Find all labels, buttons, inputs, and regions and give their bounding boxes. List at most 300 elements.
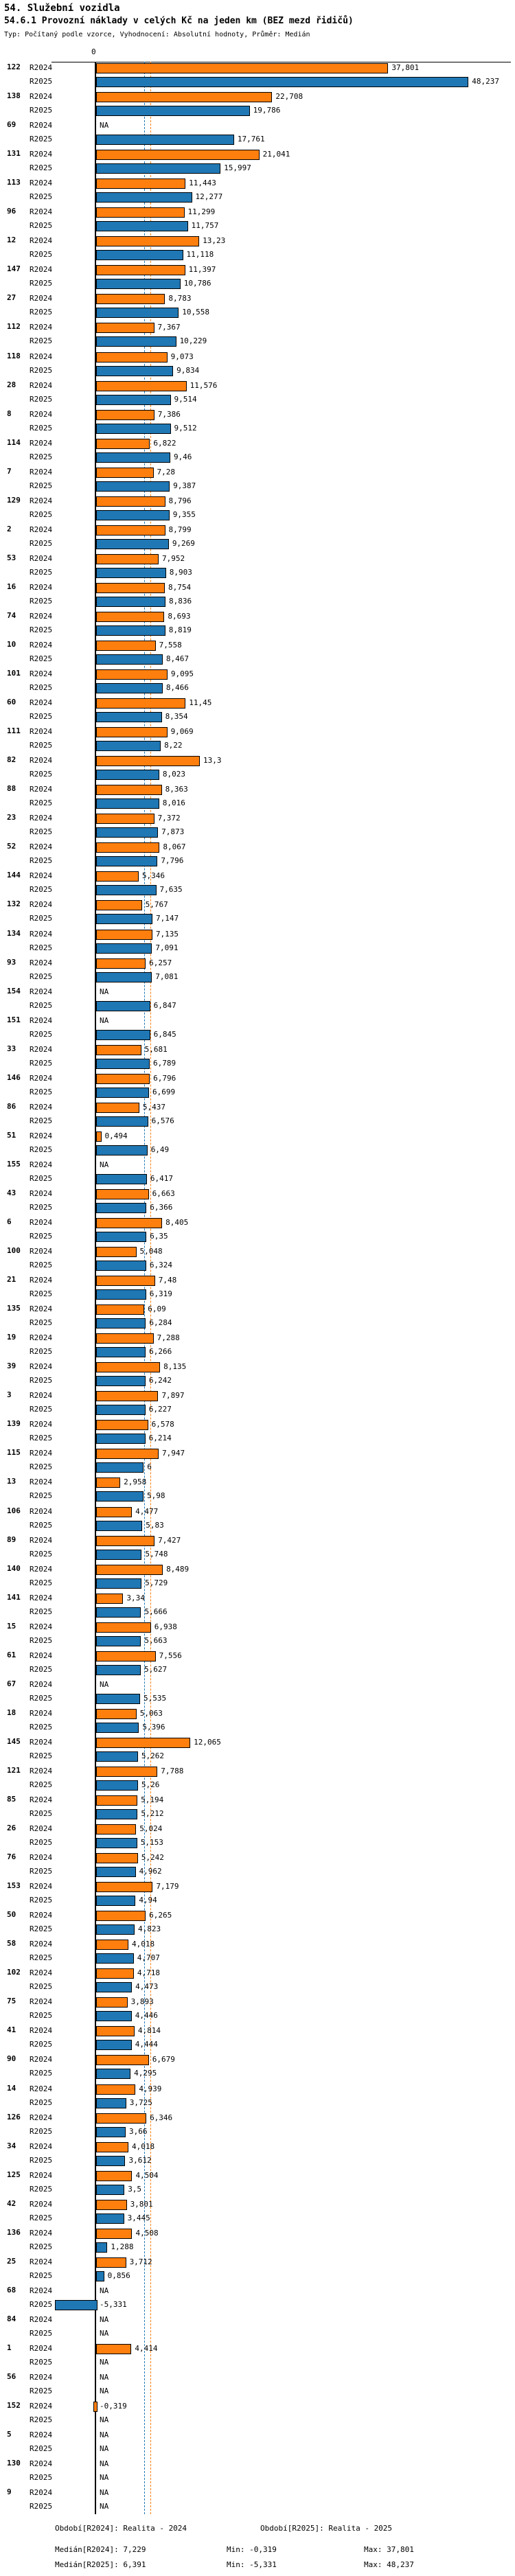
bar-r2025: [96, 1578, 141, 1589]
series-label-r2025: R2025: [30, 654, 53, 663]
value-label-r2025: 7,635: [159, 885, 183, 895]
value-label-r2024: 8,799: [168, 525, 192, 534]
bar-group-34: [0, 2141, 515, 2170]
bar-r2025: [96, 424, 171, 434]
group-id-label: 100: [7, 1246, 21, 1256]
series-label-r2024: R2024: [30, 2286, 53, 2295]
bar-r2024: [96, 1391, 158, 1401]
series-label-r2025: R2025: [30, 1376, 53, 1385]
bar-r2024: [96, 1276, 155, 1286]
bar-r2025: [96, 77, 468, 87]
value-label-r2025: 4,444: [135, 2040, 158, 2049]
series-label-r2025: R2025: [30, 971, 53, 981]
value-label-r2025: 10,558: [182, 308, 209, 317]
series-label-r2024: R2024: [30, 2170, 53, 2180]
series-label-r2025: R2025: [30, 2097, 53, 2107]
series-label-r2024: R2024: [30, 2402, 53, 2411]
value-label-r2025: 48,237: [472, 77, 499, 86]
bar-r2024: [96, 381, 187, 391]
bar-group-6: [0, 1217, 515, 1245]
series-label-r2025: R2025: [30, 2242, 53, 2251]
group-id-label: 23: [7, 813, 16, 823]
series-label-r2024: R2024: [30, 294, 53, 303]
value-label-r2025: 8,354: [165, 712, 188, 722]
series-label-r2025: R2025: [30, 1693, 53, 1703]
value-label-r2024: 8,489: [166, 1564, 190, 1574]
value-label-r2024: 6,578: [151, 1420, 174, 1429]
bar-group-41: [0, 2025, 515, 2054]
bar-r2025: [96, 597, 165, 607]
value-label-r2025: 9,387: [173, 481, 196, 490]
series-label-r2025: R2025: [30, 856, 53, 866]
series-label-r2024: R2024: [30, 814, 53, 823]
bar-r2025: [96, 452, 170, 463]
group-id-label: 151: [7, 1015, 21, 1024]
value-label-r2025: 8,836: [168, 596, 192, 606]
series-label-r2024: R2024: [30, 1737, 53, 1747]
value-label-r2025: 11,118: [186, 250, 214, 260]
bar-r2024: [96, 756, 200, 766]
value-label-r2024: 11,299: [187, 207, 216, 217]
series-label-r2024: R2024: [30, 1015, 53, 1025]
bar-r2025: [96, 885, 157, 895]
value-label-r2024: 2,958: [124, 1477, 147, 1487]
value-label-r2024: 6,663: [152, 1188, 175, 1198]
series-label-r2024: R2024: [30, 2084, 53, 2093]
group-id-label: 126: [7, 2112, 21, 2121]
value-label-r2025: 6,576: [151, 1116, 174, 1125]
bar-r2024: [96, 63, 388, 73]
legend-period-r2024: Období[R2024]: Realita - 2024: [55, 2524, 187, 2533]
series-label-r2024: R2024: [30, 669, 53, 679]
value-label-r2024: 6,679: [152, 2055, 175, 2065]
value-label-r2024: 6,346: [150, 2113, 173, 2122]
series-label-r2025: R2025: [30, 1982, 53, 1992]
group-id-label: 75: [7, 1997, 16, 2006]
bar-r2025: [96, 308, 179, 318]
bar-r2025: [96, 106, 250, 116]
bar-r2024: [96, 1045, 141, 1055]
value-label-r2025: 5,535: [143, 1693, 167, 1703]
group-id-label: 52: [7, 842, 16, 851]
value-label-r2025: 6,845: [153, 1029, 176, 1039]
value-label-r2024: 3,712: [129, 2257, 152, 2266]
bar-r2025: [96, 1867, 136, 1877]
series-label-r2024: R2024: [30, 2488, 53, 2498]
bar-group-146: [0, 1072, 515, 1101]
bar-r2024: [96, 323, 154, 333]
group-id-label: 102: [7, 1968, 21, 1977]
bar-r2025: [96, 712, 162, 722]
series-label-r2025: R2025: [30, 1838, 53, 1848]
value-label-r2025: 6,789: [153, 1058, 176, 1068]
group-id-label: 147: [7, 264, 21, 274]
bar-r2025: [96, 2098, 126, 2108]
series-label-r2025: R2025: [30, 509, 53, 519]
bar-group-42: [0, 2198, 515, 2227]
group-id-label: 2: [7, 524, 12, 533]
bar-group-61: [0, 1650, 515, 1679]
series-label-r2024: R2024: [30, 1420, 53, 1429]
bar-r2025: [96, 1203, 146, 1213]
group-id-label: 61: [7, 1650, 16, 1659]
bar-group-18: [0, 1707, 515, 1736]
group-id-label: 5: [7, 2430, 12, 2439]
bar-group-28: [0, 380, 515, 409]
group-id-label: 34: [7, 2141, 16, 2150]
series-label-r2024: R2024: [30, 1391, 53, 1401]
bar-r2024: [96, 2200, 127, 2210]
bar-group-50: [0, 1909, 515, 1938]
bar-r2025: [96, 625, 165, 636]
value-label-r2024: 8,796: [168, 496, 192, 505]
bar-group-155: [0, 1159, 515, 1188]
value-label-r2024: 6,257: [149, 958, 172, 967]
series-label-r2024: R2024: [30, 1997, 53, 2007]
bar-r2025: [96, 1924, 135, 1935]
group-id-label: 58: [7, 1939, 16, 1948]
series-label-r2025: R2025: [30, 2069, 53, 2078]
value-label-r2025: 11,757: [191, 221, 219, 231]
series-label-r2025: R2025: [30, 1491, 53, 1501]
series-label-r2024: R2024: [30, 438, 53, 448]
series-label-r2024: R2024: [30, 1506, 53, 1516]
bar-group-67: [0, 1679, 515, 1707]
value-label-r2025: 9,355: [172, 509, 196, 519]
bar-r2025: [96, 1521, 142, 1531]
value-label-r2025: NA: [100, 2328, 109, 2338]
series-label-r2025: R2025: [30, 279, 53, 288]
value-label-r2024: 7,179: [156, 1882, 179, 1891]
bar-group-76: [0, 1852, 515, 1881]
value-label-r2024: 8,693: [168, 611, 191, 621]
bar-group-23: [0, 812, 515, 841]
bar-group-140: [0, 1563, 515, 1592]
bar-r2024: [96, 1536, 154, 1546]
bar-r2025: [96, 2156, 125, 2166]
bar-r2024: [96, 1333, 154, 1344]
bar-r2025: [96, 1694, 140, 1704]
value-label-r2025: 4,707: [137, 1953, 160, 1963]
group-id-label: 132: [7, 899, 21, 909]
bar-r2025: [96, 395, 171, 405]
bar-group-43: [0, 1188, 515, 1217]
value-label-r2024: 11,45: [189, 698, 212, 708]
bar-r2025: [96, 1665, 141, 1675]
group-id-label: 25: [7, 2256, 16, 2266]
series-label-r2024: R2024: [30, 2141, 53, 2151]
bar-r2024: [96, 1738, 190, 1748]
bar-r2024: [96, 641, 156, 651]
bar-group-96: [0, 206, 515, 235]
group-id-label: 85: [7, 1795, 16, 1804]
value-label-r2024: 4,508: [135, 2228, 159, 2238]
bar-r2024: [96, 150, 260, 160]
group-id-label: 8: [7, 409, 12, 418]
bar-group-115: [0, 1447, 515, 1476]
bar-group-121: [0, 1765, 515, 1794]
bar-r2025: [96, 1780, 138, 1791]
bar-group-16: [0, 582, 515, 610]
series-label-r2024: R2024: [30, 323, 53, 332]
group-id-label: 155: [7, 1159, 21, 1169]
value-label-r2025: 8,903: [169, 567, 192, 577]
bar-r2024: [96, 1622, 151, 1633]
bar-r2025: [96, 683, 163, 693]
value-label-r2024: NA: [100, 121, 109, 130]
bar-r2024: [96, 1882, 152, 1892]
bar-group-33: [0, 1044, 515, 1072]
bar-group-27: [0, 292, 515, 321]
series-label-r2024: R2024: [30, 2257, 53, 2266]
bar-r2024: [96, 179, 185, 189]
value-label-r2025: 7,081: [155, 971, 179, 981]
series-label-r2024: R2024: [30, 265, 53, 275]
bar-group-129: [0, 495, 515, 524]
series-label-r2025: R2025: [30, 885, 53, 895]
value-label-r2024: 9,073: [170, 352, 194, 361]
bar-group-74: [0, 610, 515, 639]
bar-r2024: [96, 2229, 132, 2239]
bar-r2025: [96, 510, 170, 520]
series-label-r2025: R2025: [30, 1953, 53, 1963]
value-label-r2025: 9,834: [176, 365, 200, 375]
series-label-r2024: R2024: [30, 2113, 53, 2122]
value-label-r2025: 6: [147, 1462, 152, 1472]
series-label-r2024: R2024: [30, 207, 53, 217]
bar-r2025: [96, 1751, 138, 1762]
value-label-r2024: 5,767: [145, 900, 168, 910]
group-id-label: 56: [7, 2372, 16, 2381]
bar-group-106: [0, 1506, 515, 1534]
bar-r2025: [96, 1116, 148, 1127]
series-label-r2024: R2024: [30, 1362, 53, 1372]
group-id-label: 27: [7, 293, 16, 303]
bar-group-90: [0, 2054, 515, 2082]
bar-r2024: [96, 525, 165, 536]
bar-group-1: [0, 2343, 515, 2371]
bar-r2024: [96, 554, 159, 564]
series-label-r2025: R2025: [30, 308, 53, 317]
series-label-r2024: R2024: [30, 1564, 53, 1574]
value-label-r2025: 4,473: [135, 1982, 159, 1992]
bar-group-13: [0, 1476, 515, 1505]
series-label-r2025: R2025: [30, 1896, 53, 1905]
series-label-r2025: R2025: [30, 1751, 53, 1760]
series-label-r2024: R2024: [30, 553, 53, 563]
series-label-r2025: R2025: [30, 1116, 53, 1125]
series-label-r2025: R2025: [30, 2213, 53, 2222]
value-label-r2024: 3,34: [126, 1593, 145, 1602]
series-label-r2024: R2024: [30, 236, 53, 246]
bar-r2025: [96, 1550, 141, 1560]
bar-group-145: [0, 1736, 515, 1765]
series-label-r2024: R2024: [30, 1853, 53, 1863]
value-label-r2025: 4,823: [138, 1924, 161, 1934]
series-label-r2024: R2024: [30, 727, 53, 737]
bar-group-136: [0, 2227, 515, 2256]
bar-r2024: [96, 1968, 134, 1979]
group-id-label: 153: [7, 1881, 21, 1891]
series-label-r2024: R2024: [30, 842, 53, 852]
value-label-r2025: 9,269: [172, 538, 195, 548]
bar-group-10: [0, 639, 515, 668]
stat-min-r2025: Min: -5,331: [227, 2560, 277, 2569]
value-label-r2024: 7,558: [159, 641, 182, 649]
series-label-r2025: R2025: [30, 625, 53, 634]
group-id-label: 74: [7, 610, 16, 620]
series-label-r2024: R2024: [30, 1651, 53, 1660]
bar-r2025: [96, 1088, 149, 1098]
value-label-r2025: 3,445: [127, 2213, 150, 2222]
bar-r2025: [96, 914, 152, 924]
value-label-r2025: 7,873: [161, 827, 185, 837]
bar-r2024: [96, 2113, 146, 2124]
series-label-r2024: R2024: [30, 1824, 53, 1834]
group-id-label: 121: [7, 1765, 21, 1775]
value-label-r2025: 4,446: [135, 2011, 158, 2021]
value-label-r2025: 8,016: [162, 798, 185, 808]
bar-r2024: [96, 958, 146, 969]
value-label-r2024: 4,477: [135, 1506, 159, 1516]
value-label-r2024: NA: [100, 1015, 109, 1025]
group-id-label: 90: [7, 2054, 16, 2064]
bar-group-60: [0, 697, 515, 726]
group-id-label: 10: [7, 640, 16, 649]
value-label-r2024: 6,265: [149, 1911, 172, 1920]
bar-group-75: [0, 1996, 515, 2025]
series-label-r2024: R2024: [30, 582, 53, 592]
bar-r2024: [96, 92, 272, 102]
bar-r2024: [96, 727, 168, 737]
bar-r2024: [96, 1911, 146, 1921]
series-label-r2024: R2024: [30, 1073, 53, 1083]
series-label-r2024: R2024: [30, 987, 53, 996]
bar-group-139: [0, 1418, 515, 1447]
value-label-r2024: 7,427: [158, 1535, 181, 1545]
value-label-r2024: NA: [100, 2488, 109, 2498]
bar-r2024: [96, 814, 154, 824]
series-label-r2024: R2024: [30, 496, 53, 505]
value-label-r2024: 5,346: [141, 871, 165, 881]
series-label-r2025: R2025: [30, 538, 53, 548]
series-label-r2025: R2025: [30, 1261, 53, 1270]
bar-r2025: [96, 336, 176, 347]
bar-r2025: [96, 856, 157, 866]
bar-r2025: [96, 1261, 146, 1271]
bar-r2024: [96, 842, 159, 853]
series-label-r2024: R2024: [30, 641, 53, 649]
value-label-r2025: 3,5: [128, 2184, 142, 2194]
bar-group-122: [0, 62, 515, 91]
value-label-r2025: 8,466: [165, 683, 189, 693]
bar-r2024: [96, 930, 152, 940]
series-label-r2024: R2024: [30, 1766, 53, 1775]
stat-max-r2024: Max: 37,801: [364, 2545, 414, 2554]
value-label-r2024: 7,947: [162, 1449, 185, 1458]
value-label-r2025: 4,94: [139, 1896, 157, 1905]
bar-r2024: [96, 1074, 150, 1084]
series-label-r2025: R2025: [30, 2184, 53, 2194]
value-label-r2024: 37,801: [391, 63, 420, 72]
value-label-r2025: 8,22: [164, 741, 183, 750]
axis-zero-tick-label: 0: [91, 47, 96, 56]
bar-r2025: [96, 2242, 107, 2253]
bar-group-19: [0, 1332, 515, 1361]
value-label-r2025: 7,091: [155, 943, 179, 952]
value-label-r2025: -5,331: [100, 2299, 127, 2309]
value-label-r2025: 5,153: [140, 1838, 163, 1848]
group-id-label: 141: [7, 1592, 21, 1602]
bar-group-93: [0, 957, 515, 986]
series-label-r2024: R2024: [30, 958, 53, 967]
series-label-r2025: R2025: [30, 192, 53, 202]
bar-r2024: [96, 1218, 162, 1228]
value-label-r2025: 8,023: [162, 770, 185, 779]
value-label-r2024: 4,414: [135, 2343, 158, 2353]
value-label-r2024: 8,754: [168, 582, 192, 592]
bar-r2024: [96, 496, 165, 507]
group-id-label: 26: [7, 1824, 16, 1833]
group-id-label: 68: [7, 2285, 16, 2295]
bar-r2024: [96, 2142, 128, 2152]
series-label-r2025: R2025: [30, 481, 53, 490]
bar-group-130: [0, 2458, 515, 2487]
bar-r2025: [96, 250, 183, 260]
bar-r2025: [96, 770, 159, 780]
bar-group-126: [0, 2112, 515, 2141]
bar-group-12: [0, 235, 515, 264]
group-id-label: 67: [7, 1679, 16, 1688]
bar-r2025: [96, 568, 166, 578]
value-label-r2024: 8,405: [165, 1218, 189, 1227]
series-label-r2024: R2024: [30, 467, 53, 476]
value-label-r2025: 4,962: [139, 1867, 162, 1876]
value-label-r2025: 5,396: [142, 1722, 165, 1732]
bar-r2025: [96, 1405, 146, 1415]
series-label-r2025: R2025: [30, 712, 53, 722]
bar-r2024: [96, 1709, 137, 1719]
group-id-label: 43: [7, 1188, 16, 1197]
bar-group-8: [0, 409, 515, 437]
series-label-r2025: R2025: [30, 1173, 53, 1183]
series-label-r2025: R2025: [30, 2040, 53, 2049]
bar-r2025: [96, 1896, 135, 1906]
value-label-r2024: 9,095: [170, 669, 194, 679]
bar-r2025: [96, 481, 170, 492]
value-label-r2024: 7,28: [157, 467, 176, 476]
group-id-label: 9: [7, 2487, 12, 2497]
group-id-label: 15: [7, 1621, 16, 1631]
group-id-label: 50: [7, 1910, 16, 1920]
bar-group-138: [0, 91, 515, 119]
bar-group-26: [0, 1823, 515, 1852]
bar-r2025: [96, 2271, 104, 2281]
value-label-r2025: 3,66: [128, 2126, 148, 2136]
bar-r2024: [96, 900, 142, 910]
bar-r2024: [96, 1247, 137, 1257]
group-id-label: 154: [7, 986, 21, 996]
series-label-r2025: R2025: [30, 567, 53, 577]
bar-group-131: [0, 148, 515, 177]
bar-r2024: [96, 410, 154, 420]
group-id-label: 125: [7, 2170, 21, 2179]
series-label-r2024: R2024: [30, 1477, 53, 1487]
series-label-r2024: R2024: [30, 1044, 53, 1054]
value-label-r2024: 7,897: [161, 1391, 185, 1401]
bar-r2024: [96, 1477, 120, 1488]
series-label-r2025: R2025: [30, 365, 53, 375]
